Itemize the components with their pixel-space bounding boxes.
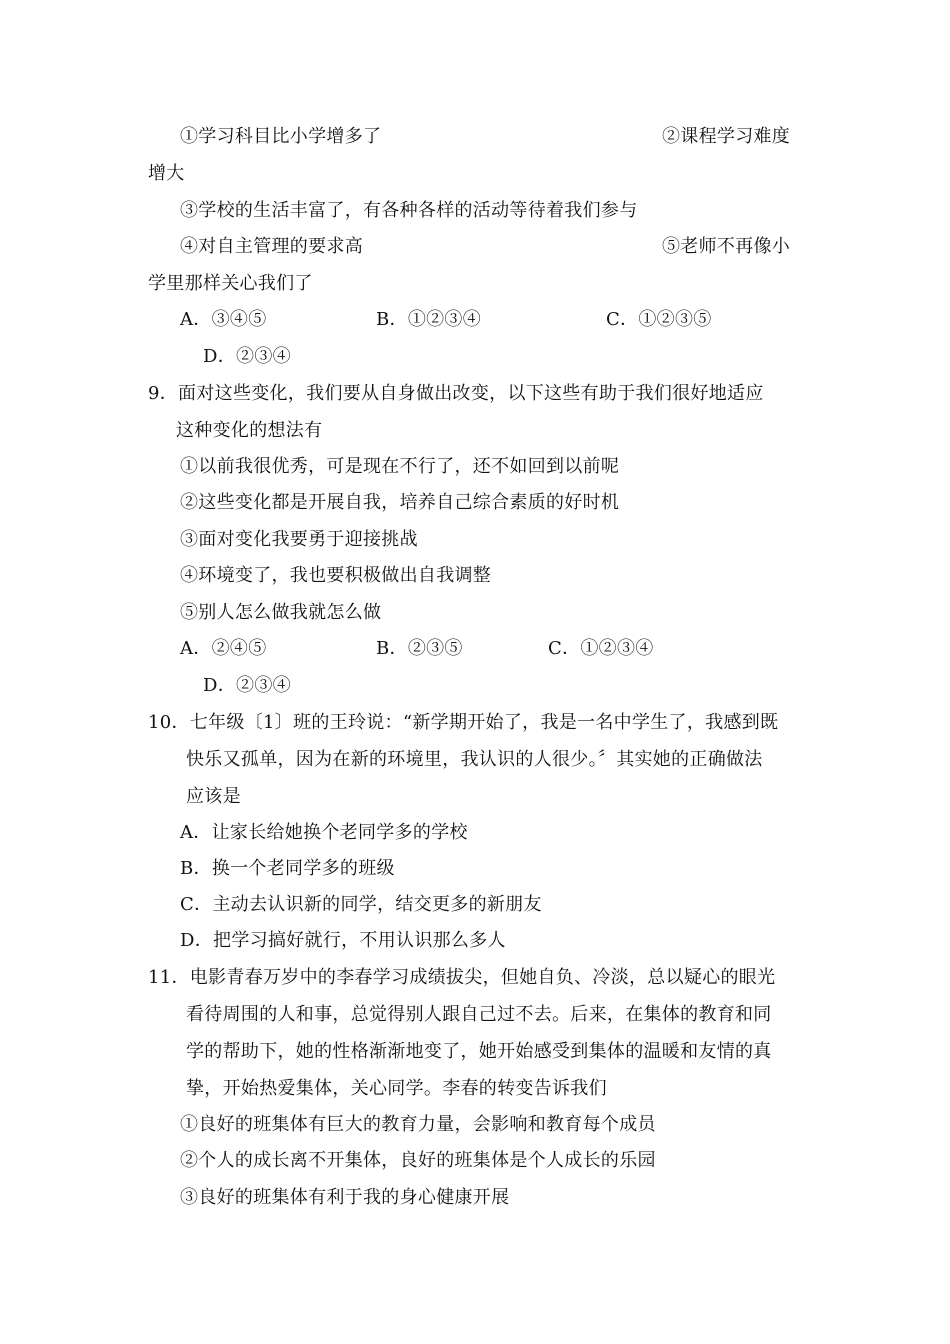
q11-option-1: ①良好的班集体有巨大的教育力量，会影响和教育每个成员 [180, 1114, 656, 1135]
q10-stem-line-1: 10．七年级〔1〕班的王玲说：“新学期开始了，我是一名中学生了，我感到既 [148, 712, 779, 733]
q10-stem-line-2: 快乐又孤单，因为在新的环境里，我认识的人很少。〞其实她的正确做法 [186, 749, 763, 770]
q9-option-5: ⑤别人怎么做我就怎么做 [180, 602, 382, 623]
q9-choice-b: B．②③⑤ [376, 638, 463, 659]
q8-option-1: ①学习科目比小学增多了 [180, 126, 382, 147]
q9-choice-c: C．①②③④ [548, 638, 654, 659]
q10-stem-line-3: 应该是 [186, 786, 241, 807]
q11-option-3: ③良好的班集体有利于我的身心健康开展 [180, 1187, 510, 1208]
q8-option-2: ②课程学习难度 [662, 126, 791, 147]
q8-choice-a: A．③④⑤ [180, 309, 267, 330]
q11-stem-line-2: 看待周围的人和事，总觉得别人跟自己过不去。后来，在集体的教育和同 [186, 1004, 772, 1025]
q8-option-5: ⑤老师不再像小 [662, 236, 791, 257]
q8-option-5-continued: 学里那样关心我们了 [148, 273, 313, 294]
q8-option-3: ③学校的生活丰富了，有各种各样的活动等待着我们参与 [180, 200, 638, 221]
q9-stem-line-2: 这种变化的想法有 [176, 420, 323, 441]
q8-choice-b: B．①②③④ [376, 309, 482, 330]
q8-choice-d: D．②③④ [203, 346, 291, 367]
q10-choice-a: A．让家长给她换个老同学多的学校 [180, 822, 468, 843]
q8-option-4: ④对自主管理的要求高 [180, 236, 363, 257]
q8-choice-c: C．①②③⑤ [606, 309, 712, 330]
q9-choice-a: A．②④⑤ [180, 638, 267, 659]
q10-choice-d: D．把学习搞好就行，不用认识那么多人 [180, 930, 506, 951]
q9-option-1: ①以前我很优秀，可是现在不行了，还不如回到以前呢 [180, 456, 620, 477]
q11-stem-line-1: 11．电影青春万岁中的李春学习成绩拔尖，但她自负、冷淡，总以疑心的眼光 [148, 967, 776, 988]
q9-option-3: ③面对变化我要勇于迎接挑战 [180, 529, 418, 550]
q9-option-2: ②这些变化都是开展自我，培养自己综合素质的好时机 [180, 492, 620, 513]
q9-choice-d: D．②③④ [203, 675, 291, 696]
q9-option-4: ④环境变了，我也要积极做出自我调整 [180, 565, 492, 586]
q8-option-2-continued: 增大 [148, 163, 185, 184]
q10-choice-b: B．换一个老同学多的班级 [180, 858, 395, 879]
q11-stem-line-4: 挚，开始热爱集体，关心同学。李春的转变告诉我们 [186, 1078, 607, 1099]
q10-choice-c: C．主动去认识新的同学，结交更多的新朋友 [180, 894, 542, 915]
q11-option-2: ②个人的成长离不开集体，良好的班集体是个人成长的乐园 [180, 1150, 656, 1171]
q11-stem-line-3: 学的帮助下，她的性格渐渐地变了，她开始感受到集体的温暖和友情的真 [186, 1041, 772, 1062]
q9-stem-line-1: 9．面对这些变化，我们要从自身做出改变，以下这些有助于我们很好地适应 [148, 383, 764, 404]
